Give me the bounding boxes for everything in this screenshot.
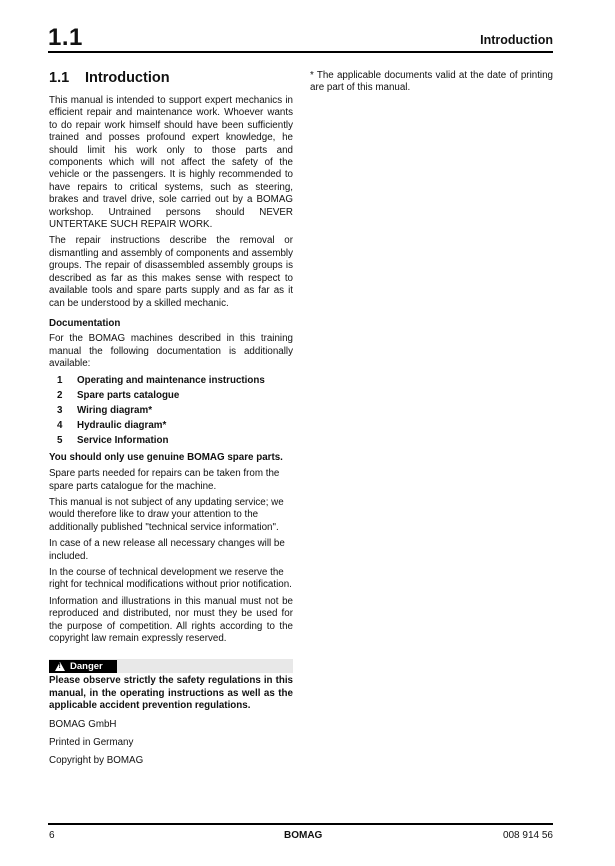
company-name: BOMAG GmbH — [49, 718, 117, 730]
danger-label — [49, 660, 117, 673]
release-paragraph: In case of a new release all necessary changes will be included. — [49, 538, 285, 562]
list-item — [49, 405, 293, 417]
list-number: 5 — [57, 435, 63, 447]
list-item — [49, 375, 293, 387]
list-label: Operating and maintenance instructions — [77, 374, 265, 386]
list-label: Spare parts catalogue — [77, 389, 180, 401]
warning-icon — [55, 662, 65, 671]
list-number: 2 — [57, 389, 63, 401]
left-column — [49, 70, 293, 772]
documentation-heading: Documentation — [49, 317, 121, 329]
footer-rule — [48, 823, 553, 825]
page-number: 6 — [49, 830, 55, 841]
repair-paragraph: The repair instructions describe the removal or dismantling and assembly of components and assembly groups. The repair of disassembled assembly groups is described as far as this makes sense with respect to available tools and spare parts supply and as far as it can be understood by a skilled mechanic. — [49, 235, 293, 309]
list-number: 3 — [57, 404, 63, 416]
printed-in: Printed in Germany — [49, 737, 134, 749]
copyright-line: Copyright by BOMAG — [49, 755, 144, 767]
section-title: Introduction — [85, 70, 170, 86]
document-code: 008 914 56 — [502, 830, 553, 841]
documentation-list — [49, 375, 293, 448]
intro-paragraph: This manual is intended to support expert mechanics in efficient repair and maintenance work. Whoever wants to do repair work himself should have been sufficiently trained and posses profound expert knowledge, he should limit his work only to those parts and components which will not affect the safety of the vehicle or the passengers. It is highly recommended to have repairs to critical systems, such as steering, brakes and travel drive, sole carried out by a BOMAG workshop. Untrained persons should NEVER UNTERTAKE SUCH REPAIR WORK. — [49, 95, 293, 231]
list-number: 1 — [57, 374, 63, 386]
danger-label-text: Danger — [70, 661, 103, 673]
list-item — [49, 420, 293, 432]
list-label: Hydraulic diagram* — [77, 420, 167, 432]
list-number: 4 — [57, 420, 63, 432]
modification-paragraph: In the course of technical development we reserve the right for technical modifications without prior notification. — [49, 567, 292, 591]
section-number: 1.1 — [49, 70, 70, 86]
header-rule — [48, 51, 553, 53]
updating-paragraph: This manual is not subject of any updating service; we would therefore like to draw your attention to the additionally published "technical service information". — [49, 496, 284, 533]
footer-brand: BOMAG — [284, 830, 323, 841]
documentation-paragraph: For the BOMAG machines described in this training manual the following documentation is additionally available: — [49, 333, 293, 370]
list-label: Service Information — [77, 435, 169, 447]
list-label: Wiring diagram* — [77, 404, 153, 416]
header-title: Introduction — [480, 33, 553, 47]
section-heading — [49, 70, 293, 86]
spare-parts-paragraph: Spare parts needed for repairs can be taken from the spare parts catalogue for the machine. — [49, 468, 280, 492]
danger-text: Please observe strictly the safety regulations in this manual, in the operating instructions as well as the applicable accident prevention regulations. — [49, 675, 293, 712]
list-item — [49, 435, 293, 447]
genuine-parts-note: You should only use genuine BOMAG spare parts. — [49, 451, 283, 463]
footnote-applicable-documents: * The applicable documents valid at the date of printing are part of this manual. — [310, 70, 553, 94]
danger-banner — [49, 659, 293, 673]
chapter-number: 1.1 — [48, 24, 83, 51]
copyright-paragraph: Information and illustrations in this manual must not be reproduced and distributed, nor must they be used for the purpose of competition. All rights according to the copyright law remain expressly reserved. — [49, 595, 293, 645]
right-column — [310, 70, 553, 99]
list-item — [49, 390, 293, 402]
